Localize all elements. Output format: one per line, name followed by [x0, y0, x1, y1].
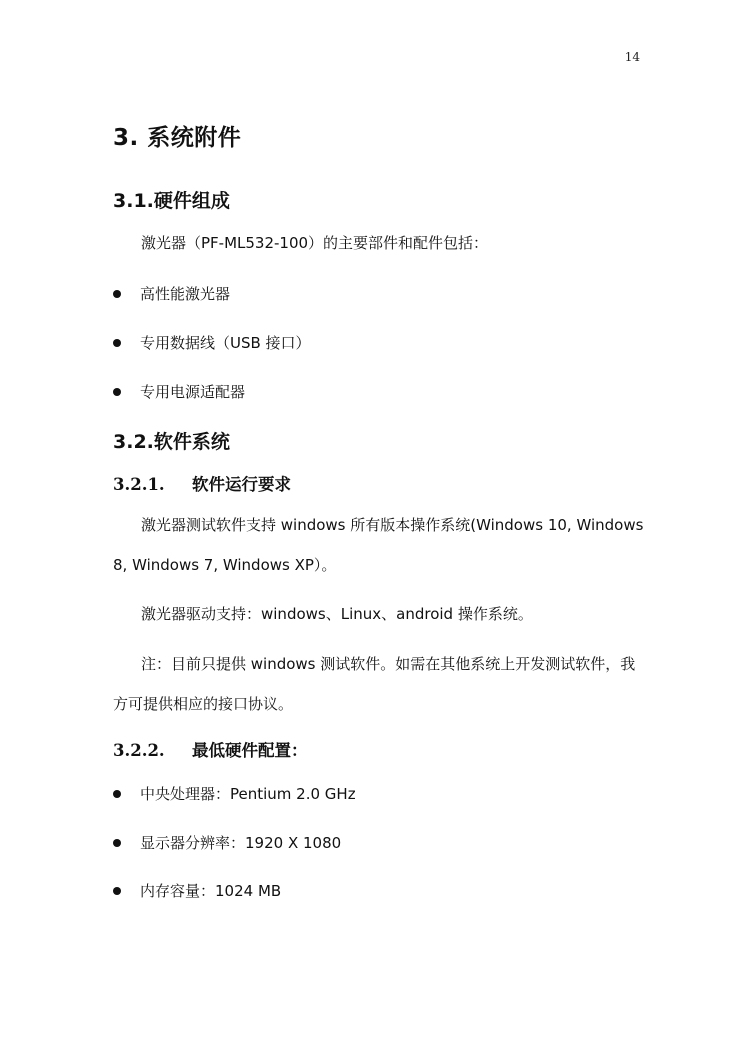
- requirements-heading: [113, 471, 291, 495]
- min-hardware-number: 3.2.2.: [113, 741, 165, 760]
- list-item: [113, 332, 311, 353]
- list-item-text: 高性能激光器: [140, 285, 231, 303]
- list-item-text: 专用数据线（USB 接口）: [140, 334, 311, 352]
- requirements-paragraph-line-2: 8, Windows 7, Windows XP）。: [113, 556, 337, 574]
- bullet-icon: [113, 388, 121, 396]
- requirements-number: 3.2.1.: [113, 475, 165, 494]
- list-item: [113, 880, 281, 901]
- bullet-icon: [113, 290, 121, 298]
- hardware-intro: 激光器（PF-ML532-100）的主要部件和配件包括：: [141, 234, 489, 252]
- list-item-text: 内存容量：1024 MB: [140, 882, 282, 900]
- bullet-icon: [113, 839, 121, 847]
- list-item-text: 中央处理器：Pentium 2.0 GHz: [140, 785, 356, 803]
- list-item: [113, 783, 356, 804]
- list-item: [113, 832, 341, 853]
- min-hardware-title: 最低硬件配置：: [192, 741, 308, 760]
- software-heading: 3.2.软件系统: [113, 431, 230, 453]
- list-item: [113, 283, 230, 304]
- min-hardware-heading: [113, 737, 308, 761]
- driver-support-paragraph: 激光器驱动支持：windows、Linux、android 操作系统。: [141, 605, 533, 623]
- section-title: 3. 系统附件: [113, 125, 242, 151]
- bullet-icon: [113, 339, 121, 347]
- note-paragraph-line-2: 方可提供相应的接口协议。: [113, 695, 294, 713]
- hardware-heading: 3.1.硬件组成: [113, 190, 230, 212]
- requirements-title: 软件运行要求: [192, 475, 291, 494]
- list-item: [113, 381, 245, 402]
- list-item-text: 显示器分辨率：1920 X 1080: [140, 834, 342, 852]
- requirements-paragraph-line-1: 激光器测试软件支持 windows 所有版本操作系统(Windows 10, Windows: [141, 516, 644, 534]
- bullet-icon: [113, 790, 121, 798]
- bullet-icon: [113, 887, 121, 895]
- note-paragraph-line-1: 注：目前只提供 windows 测试软件。如需在其他系统上开发测试软件，我: [141, 655, 636, 673]
- page-number: 14: [624, 50, 640, 64]
- list-item-text: 专用电源适配器: [140, 383, 246, 401]
